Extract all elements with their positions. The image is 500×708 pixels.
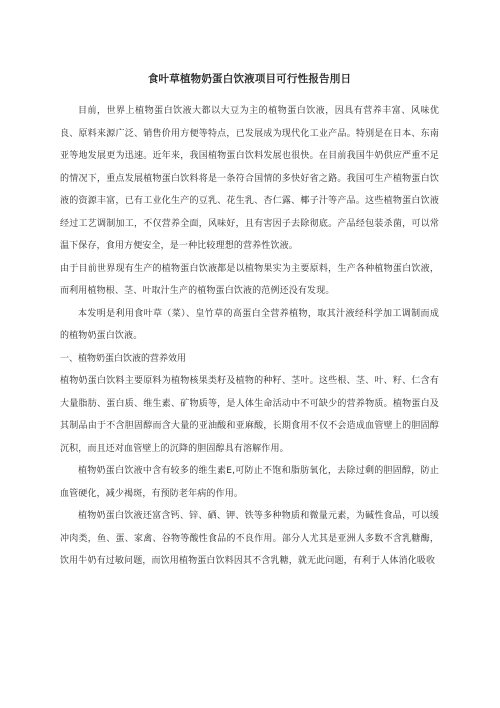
paragraph-background: 由于目前世界现有生产的植物蛋白饮液都是以植物果实为主要原料，生产各种植物蛋白饮液，而利用植物根、茎、叶取汁生产的植物蛋白饮液的范例还没有发现。 <box>60 263 439 296</box>
paragraph-nutrition: 植物奶蛋白饮料主要原料为植物核果类籽及植物的种籽、茎叶。这些根、茎、叶、籽、仁含有大量脂肪、蛋白质、维生素、矿物质等，是人体生命活动中不可缺少的营养物质。植物蛋白及其制品由于不含胆固醇而含大量的亚油酸和亚麻酸，长期食用不仅不会造成血管壁上的胆固醇沉积，而且还对血管壁上的沉降的胆固醇具有溶解作用。 <box>60 376 439 454</box>
section-heading-nutrition: 一、植物奶蛋白饮液的营养效用 <box>60 353 187 364</box>
paragraph-intro: 目前，世界上植物蛋白饮液大都以大豆为主的植物蛋白饮液，因具有营养丰富、风味优良、原料来源广泛、销售价用方便等特点，已发展成为现代化工业产品。特别是在日本、东南亚等地发展更为迅速。近年来，我国植物蛋白饮料发展也很快。在目前我国牛奶供应严重不足的情况下，重点发展植物蛋白饮料将是一条符合国情的多快好省之路。我国可生产植物蛋白饮液的资源丰富，已有工业化生产的豆乳、花生乳、杏仁露、椰子汁等产品。这些植物蛋白饮液经过工艺调制加工，不仅营养全面，风味好，且有害因子去除彻底。产品经包装杀菌，可以常温下保存，食用方便安全，是一种比较理想的营养性饮液。 <box>60 106 439 251</box>
document-title: 食叶草植物奶蛋白饮液项目可行性报告刖日 <box>147 73 352 85</box>
paragraph-vitamin-e: 植物奶蛋白饮液中含有较多的维生素E,可防止不饱和脂肪氧化，去除过剩的胆固醇，防止血管硬化，减少褐斑，有预防老年病的作用。 <box>60 466 439 499</box>
paragraph-minerals: 植物奶蛋白饮液还富含钙、锌、硒、钾、铁等多种物质和微量元素，为碱性食品，可以缓冲肉类，鱼、蛋、家禽、谷物等酸性食品的不良作用。部分人尤其是亚洲人多数不含乳糖酶，饮用牛奶有过敏问题，而饮用植物蛋白饮料因其不含乳糖，就无此问题，有利于人体消化吸收 <box>60 511 439 566</box>
paragraph-invention: 本发明是利用食叶草（菜）、皇竹草的高蛋白全营养植物，取其汁液经科学加工调制而成的植物奶蛋白饮液。 <box>60 308 439 341</box>
